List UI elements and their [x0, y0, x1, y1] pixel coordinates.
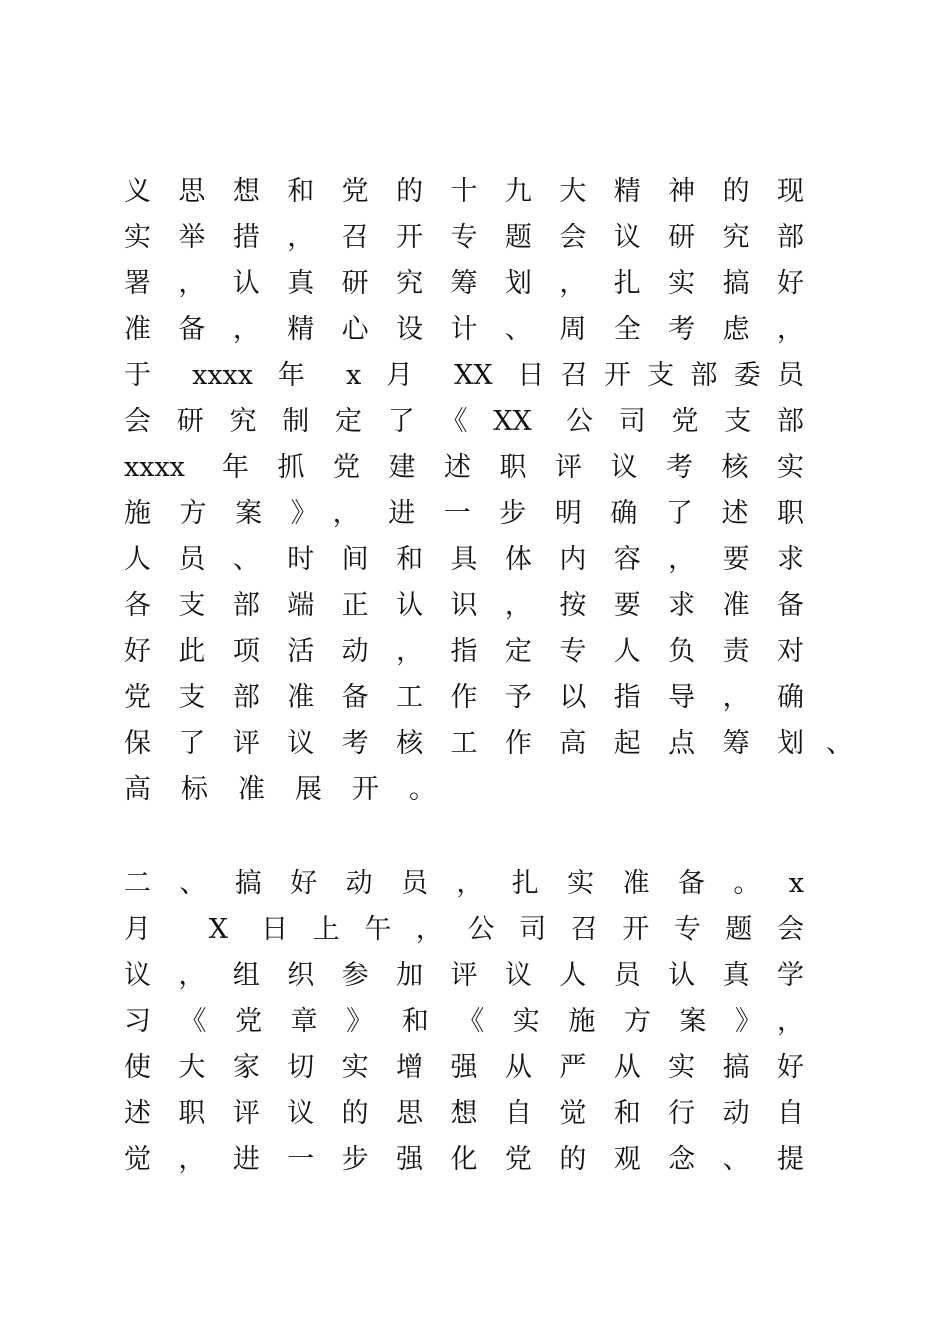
paragraph-2-line-4: 习《党章》和《实施方案》，	[124, 1006, 804, 1037]
paragraph-1-overflow-punctuation: 、	[826, 728, 853, 759]
paragraph-1-line-3: 署，认真研究筹划，扎实搞好	[124, 268, 804, 299]
paragraph-2-line-3: 议，组织参加评议人员认真学	[124, 960, 804, 991]
paragraph-2-line-5: 使大家切实增强从严从实搞好	[124, 1052, 804, 1083]
paragraph-1-line-4: 准备，精心设计、周全考虑，	[124, 314, 804, 345]
paragraph-1-line-2: 实举措，召开专题会议研究部	[124, 222, 804, 253]
paragraph-2-line-2: 月 X 日上午，公司召开专题会	[124, 914, 804, 945]
paragraph-1-line-14: 高标准展开。	[124, 774, 466, 805]
paragraph-1-line-11: 好此项活动，指定专人负责对	[124, 636, 804, 667]
paragraph-1-line-1: 义思想和党的十九大精神的现	[124, 176, 804, 207]
paragraph-1-line-6: 会研究制定了《XX 公司党支部	[124, 406, 804, 437]
paragraph-1-line-8: 施方案》，进一步明确了述职	[124, 498, 804, 529]
paragraph-1-line-10: 各支部端正认识，按要求准备	[124, 590, 804, 621]
paragraph-2-line-6: 述职评议的思想自觉和行动自	[124, 1098, 804, 1129]
paragraph-2-line-7: 觉，进一步强化党的观念、提	[124, 1144, 804, 1175]
paragraph-1-line-7: xxxx 年抓党建述职评议考核实	[124, 452, 804, 483]
paragraph-1-line-12: 党支部准备工作予以指导，确	[124, 682, 804, 713]
paragraph-1-line-5: 于 xxxx 年 x 月 XX 日召开支部委员	[124, 360, 804, 391]
paragraph-2-line-1: 二、搞好动员，扎实准备。x	[124, 868, 804, 899]
paragraph-1-line-13: 保了评议考核工作高起点筹划	[124, 728, 804, 759]
paragraph-1-line-9: 人员、时间和具体内容，要求	[124, 544, 804, 575]
